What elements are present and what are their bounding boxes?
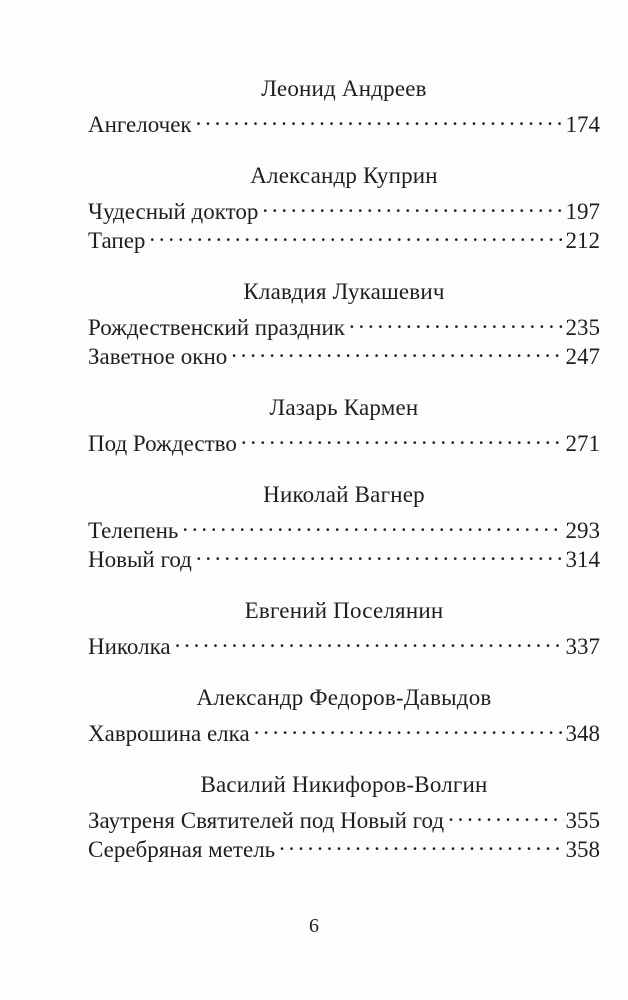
- author-name: Клавдия Лукашевич: [243, 279, 445, 304]
- story-page-number: 348: [565, 721, 600, 746]
- toc-author-group: [88, 683, 600, 746]
- story-title: Серебряная метель: [88, 837, 276, 862]
- dot-leader: [182, 509, 563, 538]
- toc-entry: [88, 712, 600, 746]
- story-title: Рождественский праздник: [88, 315, 345, 340]
- toc-author-group: [88, 596, 600, 659]
- story-title: Тапер: [88, 228, 146, 253]
- toc-entry: [88, 799, 600, 833]
- story-title: Ангелочек: [88, 112, 192, 137]
- story-title: Заутреня Святителей под Новый год: [88, 808, 445, 833]
- dot-leader: [175, 625, 564, 654]
- dot-leader: [279, 828, 563, 857]
- toc-entry: [88, 190, 600, 224]
- toc-entry: [88, 625, 600, 659]
- story-page-number: 293: [565, 518, 600, 543]
- author-name: Леонид Андреев: [261, 76, 427, 101]
- dot-leader: [196, 538, 564, 567]
- dot-leader: [196, 103, 564, 132]
- toc-author-group: [88, 480, 600, 572]
- toc-entry: [88, 509, 600, 543]
- dot-leader: [231, 335, 563, 364]
- dot-leader: [262, 190, 563, 219]
- toc-author-group: [88, 393, 600, 456]
- story-page-number: 314: [565, 547, 600, 572]
- dot-leader: [149, 219, 563, 248]
- toc-author-group: [88, 277, 600, 369]
- story-page-number: 235: [565, 315, 600, 340]
- story-page-number: 197: [565, 199, 600, 224]
- toc-entry: [88, 306, 600, 340]
- story-page-number: 247: [565, 344, 600, 369]
- story-title: Хаврошина елка: [88, 721, 250, 746]
- toc-author-group: [88, 161, 600, 253]
- toc-entry: [88, 422, 600, 456]
- story-title: Заветное окно: [88, 344, 228, 369]
- table-of-contents: [88, 74, 600, 886]
- toc-author-group: [88, 74, 600, 137]
- toc-author-group: [88, 770, 600, 862]
- dot-leader: [254, 712, 564, 741]
- author-name: Лазарь Кармен: [269, 395, 419, 420]
- dot-leader: [349, 306, 564, 335]
- author-name: Василий Никифоров-Волгин: [200, 772, 488, 797]
- story-page-number: 358: [565, 837, 600, 862]
- page-number: 6: [309, 915, 319, 937]
- toc-entry: [88, 219, 600, 253]
- story-title: Николка: [88, 634, 171, 659]
- author-name: Николай Вагнер: [263, 482, 425, 507]
- story-title: Новый год: [88, 547, 192, 572]
- story-page-number: 337: [565, 634, 600, 659]
- dot-leader: [241, 422, 564, 451]
- author-name: Александр Федоров-Давыдов: [196, 685, 492, 710]
- story-title: Под Рождество: [88, 431, 237, 456]
- story-page-number: 212: [565, 228, 600, 253]
- toc-entry: [88, 103, 600, 137]
- author-name: Евгений Поселянин: [244, 598, 444, 623]
- dot-leader: [448, 799, 563, 828]
- story-page-number: 174: [565, 112, 600, 137]
- story-page-number: 355: [565, 808, 600, 833]
- author-name: Александр Куприн: [250, 163, 438, 188]
- story-title: Чудесный доктор: [88, 199, 259, 224]
- story-page-number: 271: [565, 431, 600, 456]
- story-title: Телепень: [88, 518, 179, 543]
